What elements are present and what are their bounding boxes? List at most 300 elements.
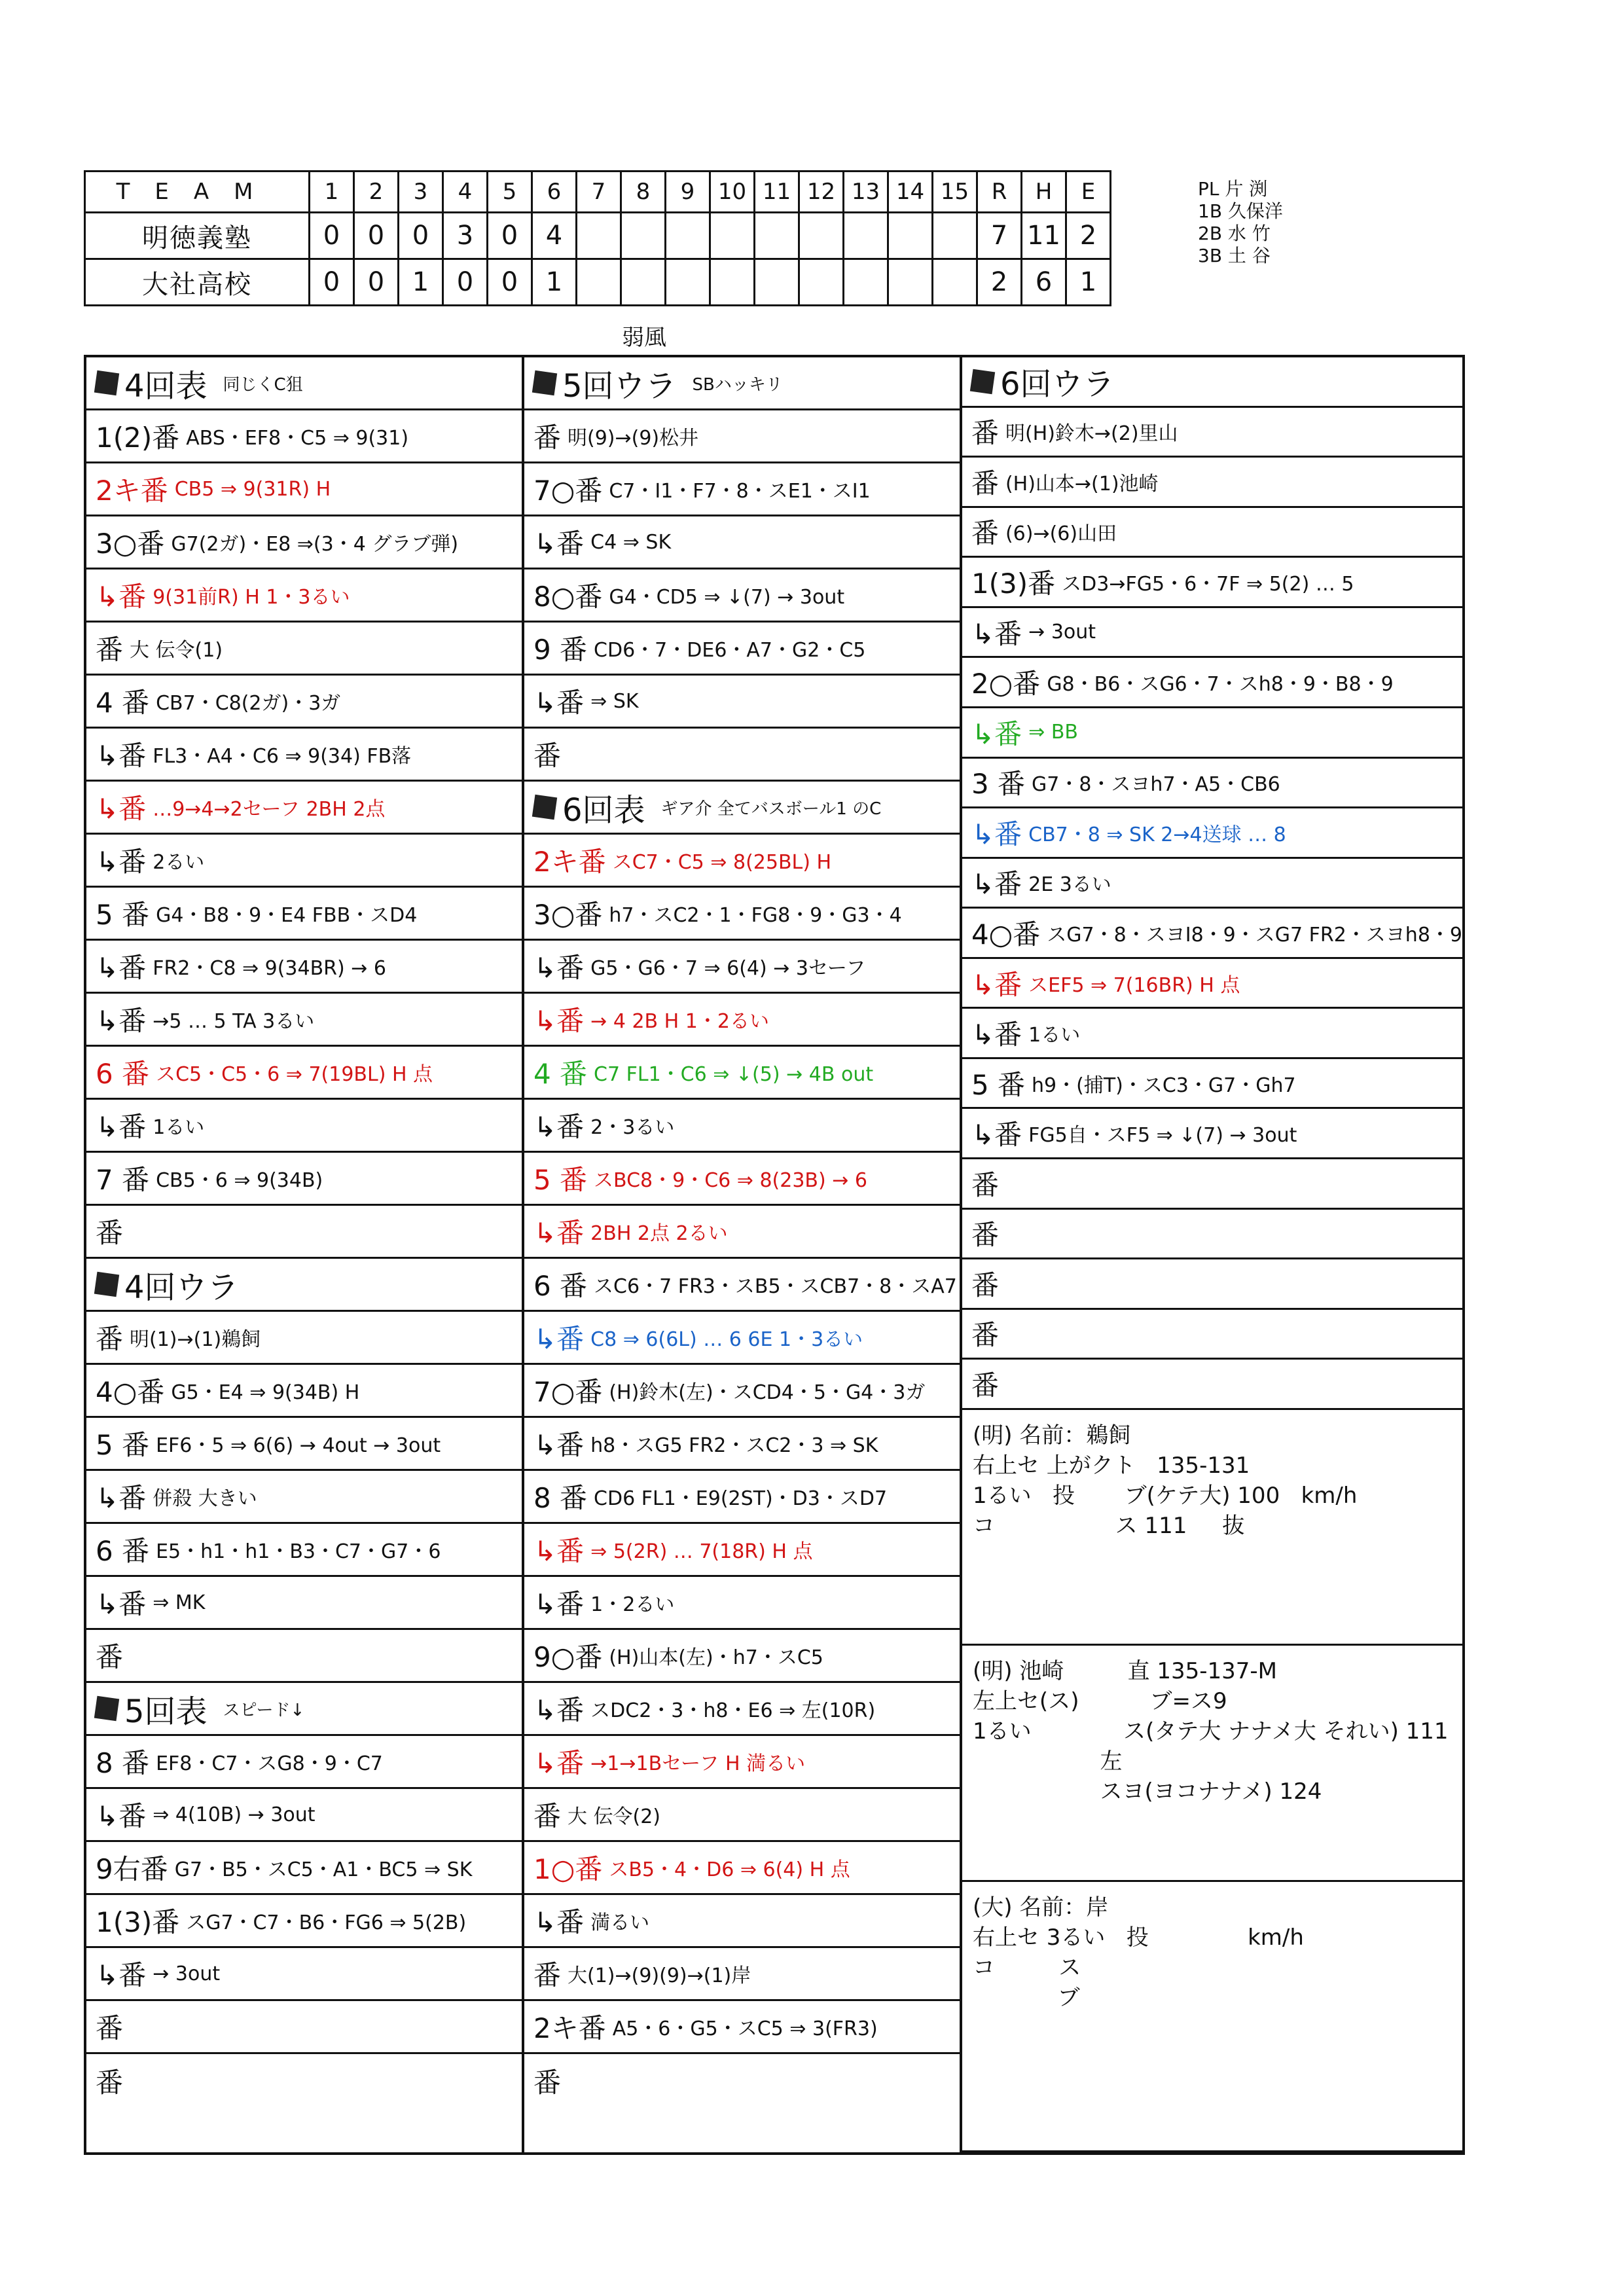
play-notation: …9→4→2セーフ 2BH 2点 (153, 798, 386, 821)
play-notation: A5・6・G5・スC5 ⇒ 3(FR3) (612, 2017, 878, 2040)
at-bat-row (524, 463, 960, 516)
batter-label: 番 (971, 467, 999, 499)
header-cell: 6 (532, 172, 577, 213)
at-bat-row (962, 1360, 1462, 1410)
at-bat-row (86, 676, 522, 729)
column-3 (962, 357, 1462, 2152)
batter-label: ↳番 (533, 1694, 585, 1726)
at-bat-row (524, 1895, 960, 1948)
at-bat-row (962, 1259, 1462, 1310)
play-notation: 明(1)→(1)鵜飼 (130, 1328, 261, 1351)
batter-label: ↳番 (96, 1005, 147, 1037)
batter-label: 番 (96, 2012, 124, 2044)
score-cell (844, 213, 888, 259)
batter-label: ↳番 (533, 528, 585, 560)
play-notation: FG5自・スF5 ⇒ ↓(7) → 3out (1028, 1124, 1297, 1148)
at-bat-row (524, 941, 960, 994)
column-1 (86, 357, 524, 2152)
inning-note: ギア介 全てバスボール1 のC (660, 799, 882, 819)
at-bat-row (524, 1736, 960, 1789)
play-notation: G5・G6・7 ⇒ 6(4) → 3セーフ (590, 957, 866, 980)
play-notation: G4・CD5 ⇒ ↓(7) → 3out (609, 586, 845, 609)
at-bat-row (524, 729, 960, 782)
at-bat-row (962, 959, 1462, 1009)
play-notation: スC5・C5・6 ⇒ 7(19BL) H 点 (156, 1063, 433, 1086)
score-cell: 0 (488, 259, 532, 306)
at-bat-row (524, 1630, 960, 1683)
score-cell (755, 213, 799, 259)
header-cell: 4 (443, 172, 488, 213)
batter-label: 8○番 (533, 581, 603, 613)
at-bat-row (86, 782, 522, 835)
inning-title: 4回ウラ (124, 1269, 239, 1306)
at-bat-row (86, 1789, 522, 1842)
batter-label: 8 番 (96, 1747, 150, 1779)
inning-header (86, 357, 522, 410)
batter-label: ↳番 (533, 1323, 585, 1355)
umpire-line: 3B 土 谷 (1198, 245, 1271, 266)
batter-label: 番 (96, 1323, 124, 1355)
header-team: TEAM (85, 172, 310, 213)
batter-label: 3○番 (533, 899, 603, 931)
play-notation: (6)→(6)山田 (1005, 522, 1117, 546)
play-notation: 2BH 2点 2るい (590, 1222, 728, 1245)
at-bat-row (86, 729, 522, 782)
at-bat-row (524, 2054, 960, 2107)
batter-label: 番 (96, 1217, 124, 1249)
inning-title: 6回ウラ (1000, 366, 1115, 403)
score-cell (710, 213, 755, 259)
play-notation: スEF5 ⇒ 7(16BR) H 点 (1028, 973, 1240, 997)
play-notation: ⇒ 4(10B) → 3out (153, 1803, 316, 1826)
batter-label: 番 (971, 417, 999, 450)
score-cell (799, 259, 844, 306)
play-notation: スDC2・3・h8・E6 ⇒ 左(10R) (590, 1699, 876, 1722)
at-bat-row (86, 1206, 522, 1259)
batter-label: ↳番 (971, 868, 1022, 901)
batter-label: ↳番 (971, 717, 1022, 750)
play-notation: スC7・C5 ⇒ 8(25BL) H (612, 851, 832, 874)
batter-label: 2キ番 (533, 846, 606, 878)
batter-label: 2キ番 (533, 2012, 606, 2044)
play-notation: E5・h1・h1・B3・C7・G7・6 (156, 1540, 441, 1563)
batter-label: ↳番 (96, 1111, 147, 1143)
score-cell (933, 213, 977, 259)
header-cell: 12 (799, 172, 844, 213)
batter-label: 番 (533, 1959, 561, 1991)
at-bat-row (962, 508, 1462, 558)
batter-label: 7 番 (96, 1164, 150, 1196)
play-notation: 明(9)→(9)松井 (567, 427, 699, 450)
play-notation: C7・I1・F7・8・スE1・スI1 (609, 480, 871, 503)
at-bat-row (524, 1259, 960, 1312)
inning-mark-icon (94, 1696, 119, 1721)
inning-note: スピード↓ (223, 1700, 305, 1720)
at-bat-row (524, 888, 960, 941)
batter-label: ↳番 (971, 818, 1022, 850)
batter-label: ↳番 (533, 1111, 585, 1143)
inning-title: 6回表 (562, 791, 645, 829)
at-bat-row (962, 558, 1462, 608)
header-cell: 3 (399, 172, 443, 213)
play-notation: 満るい (590, 1911, 650, 1934)
header-cell: 14 (888, 172, 933, 213)
batter-label: ↳番 (96, 581, 147, 613)
at-bat-row (524, 2001, 960, 2054)
batter-label: ↳番 (96, 952, 147, 984)
play-notation: (H)鈴木(左)・スCD4・5・G4・3ガ (609, 1381, 926, 1404)
batter-label: 番 (971, 1269, 999, 1301)
play-notation: 大(1)→(9)(9)→(1)岸 (567, 1964, 751, 1987)
score-cell: 6 (1022, 259, 1066, 306)
team-name: 大社高校 (85, 259, 310, 306)
at-bat-row (962, 408, 1462, 458)
play-notation: →5 … 5 TA 3るい (153, 1010, 315, 1033)
batter-label: 番 (96, 2066, 124, 2099)
pitcher-box: (明) 池崎 直 135-137-M 左上セ(ス) ブ=ス9 1るい ス(タテ大 ナナメ大 それい) 111 左 スヨ(ヨコナナメ) 124 (962, 1646, 1462, 1881)
play-notation: C7 FL1・C6 ⇒ ↓(5) → 4B out (594, 1063, 874, 1086)
inning-mark-icon (970, 369, 995, 394)
play-notation: G7(2ガ)・E8 ⇒(3・4 グラブ弾) (171, 533, 459, 556)
play-notation: スG7・C7・B6・FG6 ⇒ 5(2B) (186, 1911, 467, 1934)
batter-label: 番 (971, 1168, 999, 1201)
at-bat-row (962, 1109, 1462, 1159)
batter-label: 番 (971, 1219, 999, 1252)
batter-label: ↳番 (533, 687, 585, 719)
play-notation: 1るい (1028, 1024, 1081, 1047)
play-notation: スBC8・9・C6 ⇒ 8(23B) → 6 (594, 1169, 868, 1192)
batter-label: 番 (96, 1641, 124, 1673)
score-cell (666, 259, 710, 306)
header-cell: 10 (710, 172, 755, 213)
batter-label: 9 番 (533, 634, 588, 666)
team-row (85, 213, 1111, 259)
header-cell: 11 (755, 172, 799, 213)
play-notation: ⇒ MK (153, 1591, 206, 1614)
batter-label: ↳番 (533, 1747, 585, 1779)
header-cell: 5 (488, 172, 532, 213)
batter-label: ↳番 (96, 1800, 147, 1832)
at-bat-row (962, 1009, 1462, 1059)
play-notation: ⇒ 5(2R) … 7(18R) H 点 (590, 1540, 813, 1563)
pitcher-box: (明) 名前：鵜飼 右上セ 上がクト 135-131 1るい 投 ブ(ケテ大) 100 km/h コ ス 111 抜 (962, 1410, 1462, 1646)
header-cell: E (1066, 172, 1111, 213)
play-notation: G8・B6・スG6・7・スh8・9・B8・9 (1047, 673, 1394, 696)
batter-label: ↳番 (96, 740, 147, 772)
at-bat-row (86, 1418, 522, 1471)
play-notation: スD3→FG5・6・7F ⇒ 5(2) … 5 (1062, 573, 1354, 596)
batter-label: ↳番 (971, 968, 1022, 1001)
at-bat-row (524, 1842, 960, 1895)
batter-label: ↳番 (533, 1217, 585, 1249)
batter-label: ↳番 (533, 1005, 585, 1037)
play-notation: 大 伝令(2) (567, 1805, 661, 1828)
inning-note: 同じくC狙 (223, 374, 303, 395)
at-bat-row (86, 1577, 522, 1630)
batter-label: 番 (971, 1319, 999, 1352)
batter-label: 6 番 (96, 1058, 150, 1090)
at-bat-row (962, 1059, 1462, 1110)
pitcher-box: (大) 名前：岸 右上セ 3るい 投 km/h コ ス ブ (962, 1882, 1462, 2152)
batter-label: ↳番 (971, 617, 1022, 650)
play-notation: CB5 ⇒ 9(31R) H (174, 477, 331, 501)
score-cell (933, 259, 977, 306)
play-notation: 1・2るい (590, 1593, 675, 1616)
at-bat-row (86, 516, 522, 569)
inning-title: 4回表 (124, 367, 208, 405)
batter-label: 番 (971, 517, 999, 550)
batter-label: 3 番 (971, 768, 1026, 801)
inning-mark-icon (94, 1272, 119, 1297)
at-bat-row (962, 608, 1462, 659)
score-cell (577, 213, 621, 259)
score-cell: 3 (443, 213, 488, 259)
at-bat-row (86, 835, 522, 888)
batter-label: 7○番 (533, 475, 603, 507)
batter-label: 番 (971, 1369, 999, 1402)
batter-label: ↳番 (96, 1588, 147, 1620)
play-notation: 大 伝令(1) (130, 639, 223, 662)
at-bat-row (86, 1736, 522, 1789)
header-cell: 9 (666, 172, 710, 213)
play-notation: CB7・C8(2ガ)・3ガ (156, 692, 341, 715)
at-bat-row (524, 994, 960, 1047)
at-bat-row (86, 1630, 522, 1683)
team-row (85, 259, 1111, 306)
at-bat-row (86, 1842, 522, 1895)
umpire-line: 2B 水 竹 (1198, 223, 1271, 244)
score-cell: 1 (399, 259, 443, 306)
at-bat-row (524, 1418, 960, 1471)
batter-label: ↳番 (971, 1119, 1022, 1151)
score-cell: 0 (310, 259, 354, 306)
header-cell: 1 (310, 172, 354, 213)
inning-mark-icon (532, 370, 557, 395)
score-cell (621, 213, 666, 259)
score-cell: 1 (1066, 259, 1111, 306)
batter-label: 5 番 (96, 1429, 150, 1461)
score-cell: 4 (532, 213, 577, 259)
batter-label: 2キ番 (96, 475, 168, 507)
at-bat-row (86, 410, 522, 463)
at-bat-row (962, 1310, 1462, 1360)
score-cell (755, 259, 799, 306)
at-bat-row (524, 1365, 960, 1418)
score-cell (888, 259, 933, 306)
at-bat-row (86, 1100, 522, 1153)
batter-label: 8 番 (533, 1482, 588, 1514)
batter-label: 1(2)番 (96, 422, 180, 454)
play-notation: G5・E4 ⇒ 9(34B) H (171, 1381, 360, 1404)
inning-title: 5回表 (124, 1693, 208, 1730)
batter-label: ↳番 (96, 846, 147, 878)
play-notation: G7・B5・スC5・A1・BC5 ⇒ SK (174, 1858, 473, 1881)
at-bat-row (524, 1312, 960, 1365)
scoresheet-grid (84, 355, 1465, 2155)
at-bat-row (86, 888, 522, 941)
play-notation: ⇒ SK (590, 689, 639, 713)
score-cell (577, 259, 621, 306)
batter-label: 4○番 (971, 918, 1041, 950)
play-notation: 2E 3るい (1028, 873, 1111, 897)
batter-label: 6 番 (533, 1270, 588, 1302)
inning-header (86, 1259, 522, 1312)
batter-label: ↳番 (96, 1959, 147, 1991)
score-cell: 0 (399, 213, 443, 259)
at-bat-row (524, 1524, 960, 1577)
play-notation: 2・3るい (590, 1116, 675, 1139)
score-cell (621, 259, 666, 306)
score-cell: 7 (977, 213, 1022, 259)
batter-label: ↳番 (533, 952, 585, 984)
batter-label: 3○番 (96, 528, 165, 560)
batter-label: ↳番 (96, 1482, 147, 1514)
score-cell (799, 213, 844, 259)
header-cell: 13 (844, 172, 888, 213)
inning-header (86, 1683, 522, 1736)
at-bat-row (962, 458, 1462, 508)
play-notation: FR2・C8 ⇒ 9(34BR) → 6 (153, 957, 387, 980)
header-cell: 15 (933, 172, 977, 213)
at-bat-row (524, 1683, 960, 1736)
batter-label: 番 (533, 2066, 561, 2099)
at-bat-row (524, 1206, 960, 1259)
score-cell (710, 259, 755, 306)
header-cell: 7 (577, 172, 621, 213)
score-cell (888, 213, 933, 259)
at-bat-row (86, 1153, 522, 1206)
batter-label: 5 番 (971, 1068, 1026, 1101)
play-notation: → 4 2B H 1・2るい (590, 1010, 769, 1033)
batter-label: 9○番 (533, 1641, 603, 1673)
batter-label: 6 番 (96, 1535, 150, 1567)
play-notation: スG7・8・スヨI8・9・スG7 FR2・スヨh8・9 (1047, 923, 1462, 947)
at-bat-row (86, 569, 522, 623)
play-notation: 併殺 大きい (153, 1487, 257, 1510)
score-cell: 11 (1022, 213, 1066, 259)
score-cell (844, 259, 888, 306)
play-notation: →1→1Bセーフ H 満るい (590, 1752, 806, 1775)
batter-label: 4 番 (533, 1058, 588, 1090)
header-cell: H (1022, 172, 1066, 213)
batter-label: 番 (533, 1800, 561, 1832)
batter-label: ↳番 (533, 1588, 585, 1620)
linescore-header (85, 172, 1111, 213)
at-bat-row (962, 808, 1462, 859)
at-bat-row (86, 994, 522, 1047)
at-bat-row (86, 1895, 522, 1948)
batter-label: 1(3)番 (971, 568, 1056, 600)
at-bat-row (524, 516, 960, 569)
play-notation: スB5・4・D6 ⇒ 6(4) H 点 (609, 1858, 850, 1881)
play-notation: G4・B8・9・E4 FBB・スD4 (156, 904, 418, 927)
team-name: 明徳義塾 (85, 213, 310, 259)
inning-note: SBハッキリ (692, 374, 783, 395)
score-cell: 2 (1066, 213, 1111, 259)
at-bat-row (962, 759, 1462, 809)
batter-label: ↳番 (533, 1906, 585, 1938)
wind-note: 弱風 (622, 325, 666, 351)
at-bat-row (524, 1153, 960, 1206)
at-bat-row (524, 410, 960, 463)
at-bat-row (524, 1948, 960, 2001)
batter-label: 5 番 (533, 1164, 588, 1196)
score-cell: 0 (310, 213, 354, 259)
at-bat-row (962, 658, 1462, 708)
play-notation: CD6 FL1・E9(2ST)・D3・スD7 (594, 1487, 888, 1510)
at-bat-row (86, 1948, 522, 2001)
inning-mark-icon (532, 795, 557, 820)
inning-title: 5回ウラ (562, 367, 677, 405)
at-bat-row (962, 859, 1462, 909)
play-notation: ABS・EF8・C5 ⇒ 9(31) (186, 427, 409, 450)
at-bat-row (524, 623, 960, 676)
batter-label: 1○番 (533, 1853, 603, 1885)
play-notation: 明(H)鈴木→(2)里山 (1005, 422, 1178, 446)
score-cell: 0 (354, 259, 399, 306)
batter-label: 7○番 (533, 1376, 603, 1408)
score-cell: 0 (354, 213, 399, 259)
batter-label: 2○番 (971, 668, 1041, 700)
batter-label: 番 (96, 634, 124, 666)
at-bat-row (86, 623, 522, 676)
play-notation: 2るい (153, 851, 205, 874)
umpire-line: PL 片 渕 (1198, 178, 1268, 200)
play-notation: C4 ⇒ SK (590, 530, 672, 554)
at-bat-row (524, 569, 960, 623)
play-notation: → 3out (1028, 621, 1096, 644)
batter-label: ↳番 (971, 1019, 1022, 1051)
at-bat-row (86, 1312, 522, 1365)
at-bat-row (524, 1047, 960, 1100)
play-notation: スC6・7 FR3・スB5・スCB7・8・スA7 (594, 1275, 957, 1298)
header-cell: 2 (354, 172, 399, 213)
batter-label: 番 (533, 740, 561, 772)
batter-label: 9右番 (96, 1853, 168, 1885)
column-2 (524, 357, 962, 2152)
at-bat-row (524, 676, 960, 729)
play-notation: CD6・7・DE6・A7・G2・C5 (594, 639, 866, 662)
score-cell: 0 (488, 213, 532, 259)
play-notation: C8 ⇒ 6(6L) … 6 6E 1・3るい (590, 1328, 863, 1351)
at-bat-row (86, 1047, 522, 1100)
at-bat-row (524, 835, 960, 888)
play-notation: ⇒ BB (1028, 721, 1078, 744)
batter-label: 4○番 (96, 1376, 165, 1408)
score-cell: 1 (532, 259, 577, 306)
at-bat-row (524, 1100, 960, 1153)
header-cell: R (977, 172, 1022, 213)
at-bat-row (962, 708, 1462, 759)
at-bat-row (524, 1577, 960, 1630)
at-bat-row (86, 1471, 522, 1524)
play-notation: h9・(捕T)・スC3・G7・Gh7 (1032, 1074, 1296, 1097)
play-notation: FL3・A4・C6 ⇒ 9(34) FB落 (153, 745, 412, 768)
play-notation: → 3out (153, 1962, 221, 1985)
batter-label: 5 番 (96, 899, 150, 931)
at-bat-row (86, 941, 522, 994)
umpire-notes (1198, 178, 1283, 267)
at-bat-row (86, 1524, 522, 1577)
batter-label: 4 番 (96, 687, 150, 719)
batter-label: ↳番 (533, 1429, 585, 1461)
at-bat-row (962, 1210, 1462, 1260)
batter-label: ↳番 (533, 1535, 585, 1567)
play-notation: CB7・8 ⇒ SK 2→4送球 … 8 (1028, 823, 1286, 846)
score-cell (666, 213, 710, 259)
play-notation: EF6・5 ⇒ 6(6) → 4out → 3out (156, 1434, 441, 1457)
score-cell: 0 (443, 259, 488, 306)
